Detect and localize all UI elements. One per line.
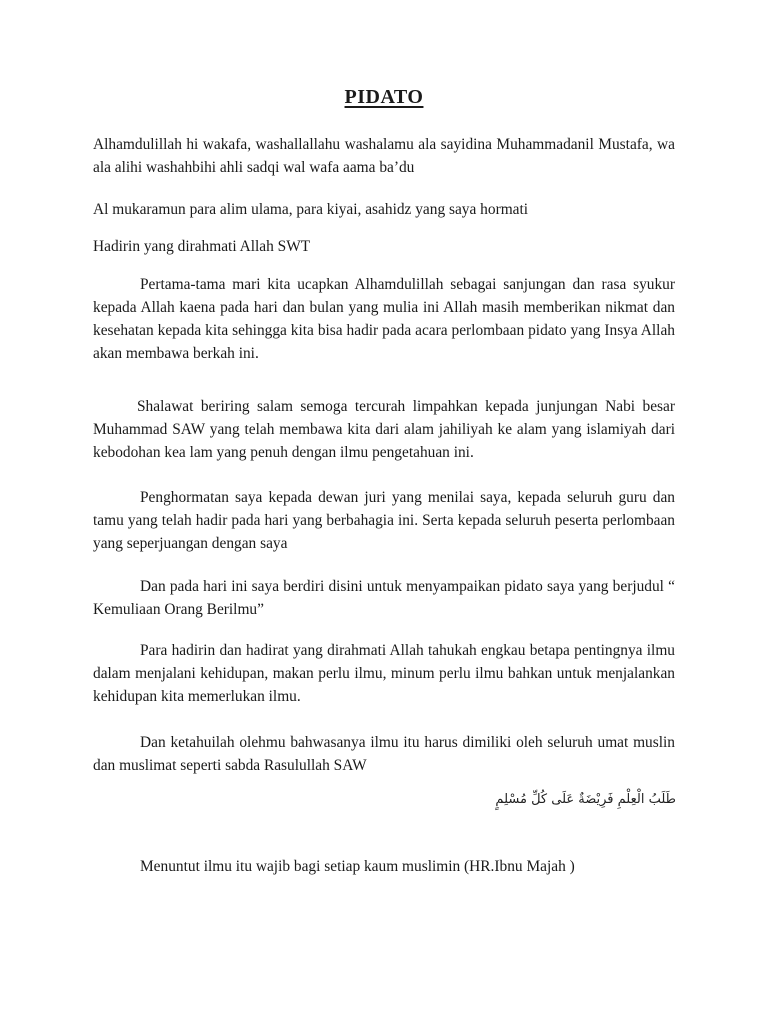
arabic-hadith: طَلَبُ الْعِلْمِ فَرِيْضَةٌ عَلَى كُلِّ مُسْلِمٍ xyxy=(495,792,676,807)
paragraph-gratitude: Pertama-tama mari kita ucapkan Alhamdulillah sebagai sanjungan dan rasa syukur kepada Allah kaena pada hari dan bulan yang mulia ini Allah masih memberikan nikmat dan kesehatan kepada kita sehingga kita bisa hadir pada acara perlombaan pidato yang Insya Allah akan membawa berkah ini. xyxy=(93,276,675,362)
greeting-hadirin: Hadirin yang dirahmati Allah SWT xyxy=(93,238,311,255)
paragraph-importance: Para hadirin dan hadirat yang dirahmati Allah tahukah engkau betapa pentingnya ilmu dalam menjalani kehidupan, makan perlu ilmu, minum perlu ilmu bahkan untuk menjalankan kehidupan kita memerlukan ilmu. xyxy=(93,642,675,705)
paragraph-respect: Penghormatan saya kepada dewan juri yang menilai saya, kepada seluruh guru dan tamu yang telah hadir pada hari yang berbahagia ini. Serta kepada seluruh peserta perlombaan yang seperjuangan dengan saya xyxy=(93,489,675,552)
opening-paragraph: Alhamdulillah hi wakafa, washallallahu washalamu ala sayidina Muhammadanil Mustafa, wa ala alihi washahbihi ahli sadqi wal wafa aama ba’du xyxy=(93,136,675,176)
paragraph-topic: Dan pada hari ini saya berdiri disini untuk menyampaikan pidato saya yang berjudul “ Kemuliaan Orang Berilmu” xyxy=(93,578,675,618)
page-title: PIDATO xyxy=(344,86,424,108)
paragraph-hadith-intro: Dan ketahuilah olehmu bahwasanya ilmu itu harus dimiliki oleh seluruh umat muslin dan muslimat seperti sabda Rasulullah SAW xyxy=(93,734,675,774)
hadith-translation: Menuntut ilmu itu wajib bagi setiap kaum muslimin (HR.Ibnu Majah ) xyxy=(140,858,575,875)
paragraph-shalawat: Shalawat beriring salam semoga tercurah limpahkan kepada junjungan Nabi besar Muhammad SAW yang telah membawa kita dari alam jahiliyah ke alam yang islamiyah dari kebodohan kea lam yang penuh dengan ilmu pengetahuan ini. xyxy=(93,398,675,461)
greeting-ulama: Al mukaramun para alim ulama, para kiyai, asahidz yang saya hormati xyxy=(93,201,529,218)
